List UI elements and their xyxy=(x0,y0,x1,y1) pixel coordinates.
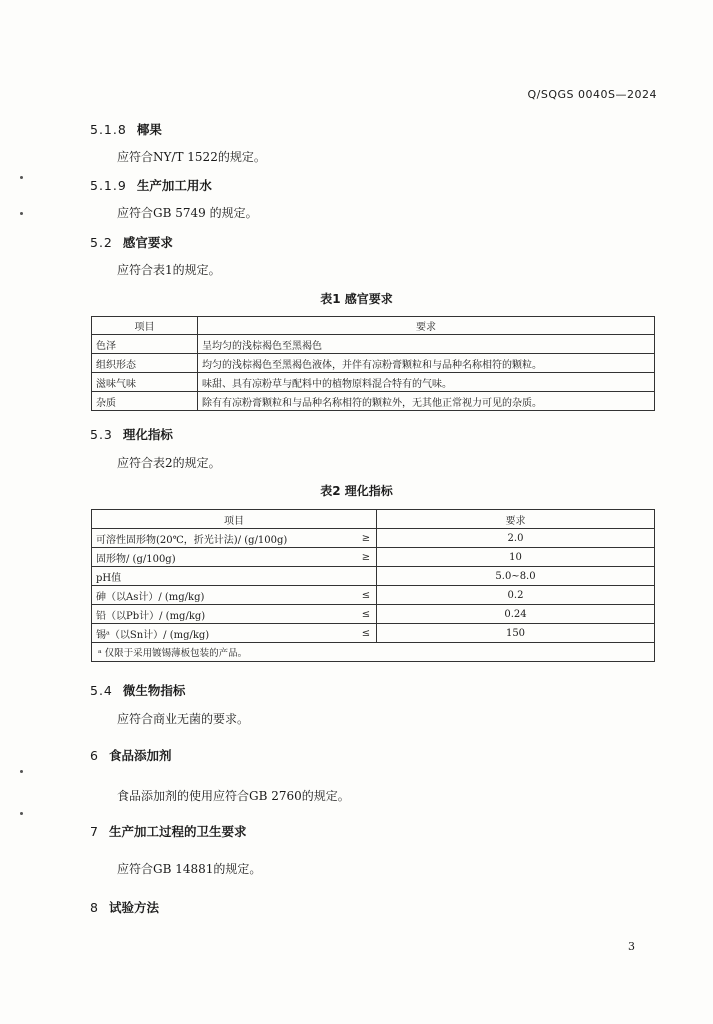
scan-dot-mark xyxy=(20,812,23,815)
table-cell: 组织形态 xyxy=(92,354,198,373)
physicochemical-table xyxy=(91,509,655,662)
heading-number: 5.1.9 xyxy=(90,178,127,193)
table-row xyxy=(92,373,655,392)
heading-number: 6 xyxy=(90,748,99,763)
table-header-row xyxy=(92,317,655,335)
heading-title: 试验方法 xyxy=(108,900,159,915)
document-code: Q/SQGS 0040S—2024 xyxy=(527,88,657,101)
paragraph-7: 应符合GB 14881的规定。 xyxy=(117,862,262,876)
paragraph-6: 食品添加剂的使用应符合GB 2760的规定。 xyxy=(117,789,350,803)
table-cell: 10 xyxy=(377,548,655,567)
table-cell: 2.0 xyxy=(377,529,655,548)
table-cell: 滋味气味 xyxy=(92,373,198,392)
heading-number: 5.4 xyxy=(90,683,113,698)
paragraph-5-3: 应符合表2的规定。 xyxy=(117,456,221,470)
table-row xyxy=(92,335,655,354)
heading-5-3 xyxy=(90,425,173,443)
heading-number: 5.3 xyxy=(90,427,113,442)
heading-title: 食品添加剂 xyxy=(108,748,172,763)
comparison-symbol: ≤ xyxy=(356,624,377,643)
table-cell: 除有有凉粉膏颗粒和与品种名称相符的颗粒外，无其他正常视力可见的杂质。 xyxy=(198,392,655,411)
table-cell: 0.2 xyxy=(377,586,655,605)
table1-caption: 表1 感官要求 xyxy=(320,292,393,306)
heading-number: 7 xyxy=(90,824,99,839)
heading-title: 生产加工过程的卫生要求 xyxy=(108,824,247,839)
comparison-symbol xyxy=(356,567,377,586)
paragraph-5-1-9: 应符合GB 5749 的规定。 xyxy=(117,206,258,220)
table-row xyxy=(92,392,655,411)
heading-5-1-9 xyxy=(90,176,212,194)
scan-dot-mark xyxy=(20,770,23,773)
table2-caption: 表2 理化指标 xyxy=(320,484,393,498)
table-cell: 5.0~8.0 xyxy=(377,567,655,586)
heading-5-1-8 xyxy=(90,120,162,138)
table-header-cell: 项目 xyxy=(92,510,377,529)
table-header-cell: 项目 xyxy=(92,317,198,335)
paragraph-5-1-8: 应符合NY/T 1522的规定。 xyxy=(117,150,266,164)
table-cell: 砷（以As计）/ (mg/kg) xyxy=(92,586,357,605)
heading-number: 5.2 xyxy=(90,235,113,250)
table-row xyxy=(92,354,655,373)
table-note-row xyxy=(92,643,655,662)
table-row xyxy=(92,529,655,548)
heading-7 xyxy=(90,822,246,840)
table-cell: 铅（以Pb计）/ (mg/kg) xyxy=(92,605,357,624)
table-cell: 色泽 xyxy=(92,335,198,354)
table-row xyxy=(92,624,655,643)
table-row xyxy=(92,548,655,567)
heading-5-2 xyxy=(90,233,173,251)
heading-title: 椰果 xyxy=(136,122,162,137)
heading-5-4 xyxy=(90,681,185,699)
scan-dot-mark xyxy=(20,212,23,215)
paragraph-5-2: 应符合表1的规定。 xyxy=(117,263,221,277)
table-cell: 呈均匀的浅棕褐色至黑褐色 xyxy=(198,335,655,354)
table-cell: 锡ᵃ（以Sn计）/ (mg/kg) xyxy=(92,624,357,643)
comparison-symbol: ≥ xyxy=(356,548,377,567)
comparison-symbol: ≤ xyxy=(356,586,377,605)
heading-number: 8 xyxy=(90,900,99,915)
page-number: 3 xyxy=(628,940,635,953)
table-cell: 均匀的浅棕褐色至黑褐色液体，并伴有凉粉膏颗粒和与品种名称相符的颗粒。 xyxy=(198,354,655,373)
table-footnote: ᵃ 仅限于采用镀锡薄板包装的产品。 xyxy=(92,643,655,662)
table-cell: 可溶性固形物(20℃，折光计法)/ (g/100g) xyxy=(92,529,357,548)
table-cell: 味甜、具有凉粉草与配料中的植物原料混合特有的气味。 xyxy=(198,373,655,392)
heading-6 xyxy=(90,746,171,764)
comparison-symbol: ≥ xyxy=(356,529,377,548)
table-row xyxy=(92,567,655,586)
heading-8 xyxy=(90,898,159,916)
table-cell: 0.24 xyxy=(377,605,655,624)
heading-number: 5.1.8 xyxy=(90,122,127,137)
table-row xyxy=(92,586,655,605)
table-header-cell: 要求 xyxy=(198,317,655,335)
table-cell: 固形物/ (g/100g) xyxy=(92,548,357,567)
table-header-row xyxy=(92,510,655,529)
scan-dot-mark xyxy=(20,176,23,179)
heading-title: 微生物指标 xyxy=(122,683,186,698)
comparison-symbol: ≤ xyxy=(356,605,377,624)
table-cell: 杂质 xyxy=(92,392,198,411)
table-cell: pH值 xyxy=(92,567,357,586)
table-header-cell: 要求 xyxy=(377,510,655,529)
sensory-requirements-table xyxy=(91,316,655,411)
table-row xyxy=(92,605,655,624)
heading-title: 感官要求 xyxy=(122,235,173,250)
paragraph-5-4: 应符合商业无菌的要求。 xyxy=(117,712,250,726)
heading-title: 理化指标 xyxy=(122,427,173,442)
table-cell: 150 xyxy=(377,624,655,643)
heading-title: 生产加工用水 xyxy=(136,178,212,193)
